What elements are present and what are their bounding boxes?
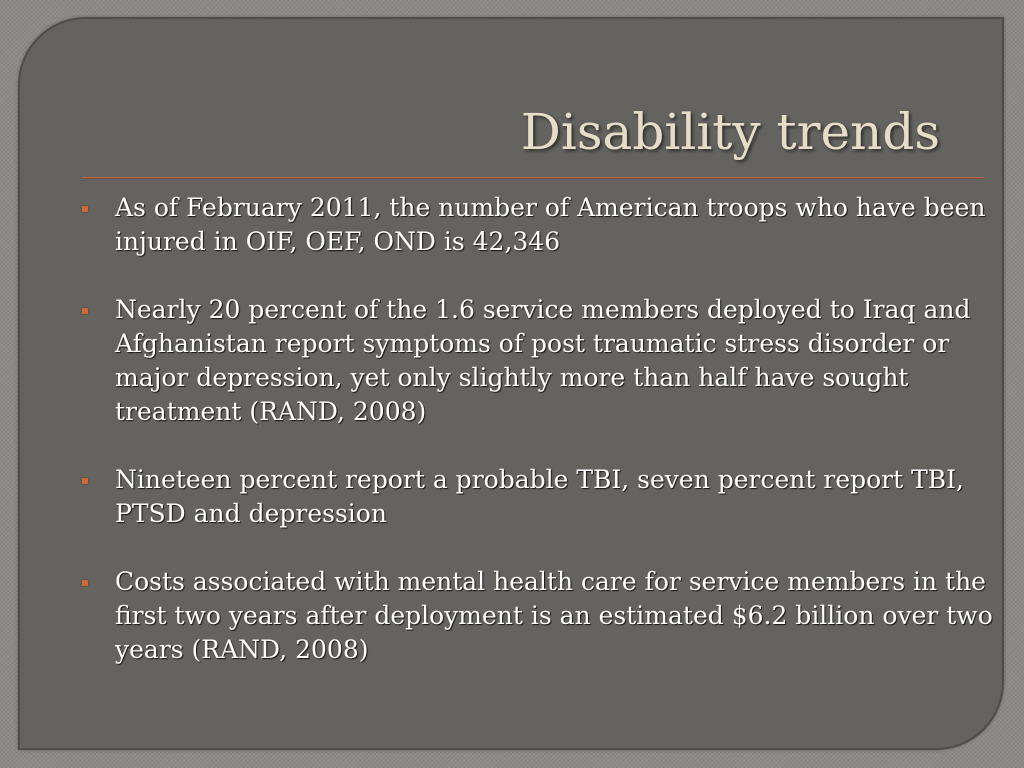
- bullet-item: [78, 565, 998, 667]
- square-bullet-icon: [82, 206, 88, 212]
- bullet-text: Costs associated with mental health care for service members in the first two years after deployment is an estimated $6.2 billion over two years (RAND, 2008): [115, 567, 993, 664]
- bullet-text: Nearly 20 percent of the 1.6 service members deployed to Iraq and Afghanistan report symptoms of post traumatic stress disorder or major depression, yet only slightly more than half have sought treatment (RAND, 2008): [115, 295, 971, 426]
- title-divider: [82, 177, 984, 179]
- bullet-item: [78, 293, 998, 429]
- bullet-item: [78, 191, 998, 259]
- square-bullet-icon: [82, 308, 88, 314]
- square-bullet-icon: [82, 580, 88, 586]
- bullet-text: Nineteen percent report a probable TBI, seven percent report TBI, PTSD and depression: [115, 465, 964, 528]
- bullet-text: As of February 2011, the number of American troops who have been injured in OIF, OEF, OND is 42,346: [115, 193, 986, 256]
- slide-title: Disability trends: [520, 103, 940, 161]
- bullet-list: [78, 191, 998, 701]
- square-bullet-icon: [82, 478, 88, 484]
- bullet-item: [78, 463, 998, 531]
- slide-panel: [18, 17, 1004, 750]
